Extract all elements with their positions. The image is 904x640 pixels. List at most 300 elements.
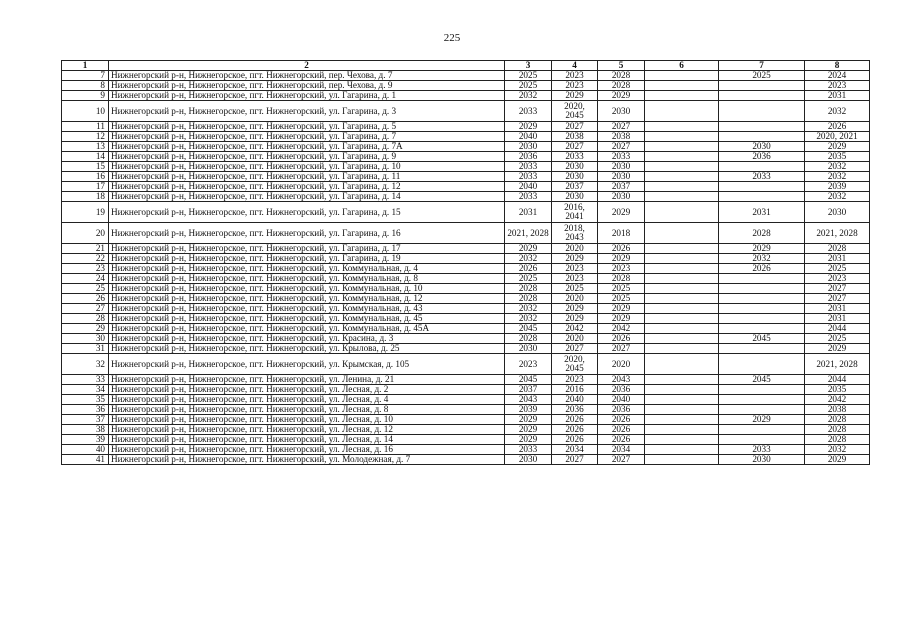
table-row <box>62 162 870 172</box>
col8-cell: 2031 <box>805 254 870 264</box>
col6-cell <box>645 445 719 455</box>
col7-cell <box>719 91 805 101</box>
col6-cell <box>645 334 719 344</box>
row-number: 38 <box>62 425 109 435</box>
address-cell: Нижнегорский р-н, Нижнегорское, пгт. Нижнегорский, ул. Крылова, д. 25 <box>109 344 505 354</box>
col8-cell: 2032 <box>805 101 870 122</box>
col6-cell <box>645 244 719 254</box>
col7-cell <box>719 435 805 445</box>
col6-cell <box>645 192 719 202</box>
row-number: 28 <box>62 314 109 324</box>
page-number: 225 <box>443 32 461 44</box>
col5-cell: 2029 <box>598 314 645 324</box>
row-number: 7 <box>62 71 109 81</box>
col4-cell: 2026 <box>552 435 598 445</box>
col3-cell: 2030 <box>505 344 552 354</box>
col8-cell: 2029 <box>805 142 870 152</box>
col7-cell: 2028 <box>719 223 805 244</box>
table-row <box>62 182 870 192</box>
col8-cell: 2029 <box>805 455 870 465</box>
col6-cell <box>645 324 719 334</box>
col7-cell <box>719 294 805 304</box>
address-cell: Нижнегорский р-н, Нижнегорское, пгт. Нижнегорский, ул. Коммунальная, д. 43 <box>109 304 505 314</box>
row-number: 11 <box>62 122 109 132</box>
col3-cell: 2025 <box>505 71 552 81</box>
col6-cell <box>645 405 719 415</box>
address-cell: Нижнегорский р-н, Нижнегорское, пгт. Нижнегорский, ул. Лесная, д. 14 <box>109 435 505 445</box>
col5-cell: 2040 <box>598 395 645 405</box>
col8-cell: 2021, 2028 <box>805 223 870 244</box>
address-cell: Нижнегорский р-н, Нижнегорское, пгт. Нижнегорский, ул. Гагарина, д. 17 <box>109 244 505 254</box>
col7-cell <box>719 405 805 415</box>
col8-cell: 2031 <box>805 314 870 324</box>
address-cell: Нижнегорский р-н, Нижнегорское, пгт. Нижнегорский, ул. Гагарина, д. 12 <box>109 182 505 192</box>
table-row <box>62 71 870 81</box>
address-cell: Нижнегорский р-н, Нижнегорское, пгт. Нижнегорский, ул. Гагарина, д. 7 <box>109 132 505 142</box>
col6-cell <box>645 294 719 304</box>
col3-cell: 2039 <box>505 405 552 415</box>
col6-cell <box>645 304 719 314</box>
col4-cell: 2027 <box>552 122 598 132</box>
table-row <box>62 264 870 274</box>
col3-cell: 2033 <box>505 192 552 202</box>
col4-cell: 2016, 2041 <box>552 202 598 223</box>
col8-cell: 2039 <box>805 182 870 192</box>
col4-cell: 2027 <box>552 455 598 465</box>
col5-cell: 2026 <box>598 425 645 435</box>
col4-cell: 2020 <box>552 294 598 304</box>
row-number: 24 <box>62 274 109 284</box>
address-cell: Нижнегорский р-н, Нижнегорское, пгт. Нижнегорский, ул. Коммунальная, д. 45А <box>109 324 505 334</box>
col8-cell: 2025 <box>805 334 870 344</box>
col6-cell <box>645 132 719 142</box>
address-cell: Нижнегорский р-н, Нижнегорское, пгт. Нижнегорский, ул. Гагарина, д. 3 <box>109 101 505 122</box>
col7-cell <box>719 274 805 284</box>
table-row <box>62 192 870 202</box>
address-cell: Нижнегорский р-н, Нижнегорское, пгт. Нижнегорский, ул. Молодежная, д. 7 <box>109 455 505 465</box>
col5-cell: 2034 <box>598 445 645 455</box>
col8-cell: 2044 <box>805 375 870 385</box>
address-cell: Нижнегорский р-н, Нижнегорское, пгт. Нижнегорский, пер. Чехова, д. 9 <box>109 81 505 91</box>
col7-cell <box>719 162 805 172</box>
col7-cell: 2031 <box>719 202 805 223</box>
address-cell: Нижнегорский р-н, Нижнегорское, пгт. Нижнегорский, ул. Коммунальная, д. 45 <box>109 314 505 324</box>
col7-cell: 2025 <box>719 71 805 81</box>
address-cell: Нижнегорский р-н, Нижнегорское, пгт. Нижнегорский, ул. Гагарина, д. 15 <box>109 202 505 223</box>
row-number: 15 <box>62 162 109 172</box>
col5-cell: 2036 <box>598 385 645 395</box>
col6-cell <box>645 91 719 101</box>
col6-cell <box>645 395 719 405</box>
col6-cell <box>645 435 719 445</box>
col5-cell: 2027 <box>598 344 645 354</box>
col5-cell: 2026 <box>598 244 645 254</box>
col5-cell: 2026 <box>598 435 645 445</box>
col8-cell: 2028 <box>805 425 870 435</box>
col4-cell: 2033 <box>552 152 598 162</box>
table-row <box>62 81 870 91</box>
col7-cell <box>719 344 805 354</box>
header-row <box>62 61 870 71</box>
col7-cell: 2030 <box>719 455 805 465</box>
address-cell: Нижнегорский р-н, Нижнегорское, пгт. Нижнегорский, ул. Гагарина, д. 16 <box>109 223 505 244</box>
row-number: 22 <box>62 254 109 264</box>
row-number: 18 <box>62 192 109 202</box>
col6-cell <box>645 354 719 375</box>
col3-cell: 2032 <box>505 314 552 324</box>
table-row <box>62 244 870 254</box>
col4-cell: 2020 <box>552 244 598 254</box>
row-number: 41 <box>62 455 109 465</box>
col4-cell: 2026 <box>552 415 598 425</box>
col4-cell: 2029 <box>552 314 598 324</box>
row-number: 21 <box>62 244 109 254</box>
col6-cell <box>645 101 719 122</box>
col7-cell: 2026 <box>719 264 805 274</box>
col8-cell: 2030 <box>805 202 870 223</box>
schedule-table <box>61 60 870 465</box>
address-cell: Нижнегорский р-н, Нижнегорское, пгт. Нижнегорский, ул. Гагарина, д. 9 <box>109 152 505 162</box>
address-cell: Нижнегорский р-н, Нижнегорское, пгт. Нижнегорский, ул. Гагарина, д. 14 <box>109 192 505 202</box>
col3-cell: 2021, 2028 <box>505 223 552 244</box>
col7-cell: 2030 <box>719 142 805 152</box>
col3-cell: 2033 <box>505 172 552 182</box>
col5-cell: 2030 <box>598 101 645 122</box>
col5-cell: 2038 <box>598 132 645 142</box>
col4-cell: 2040 <box>552 395 598 405</box>
table-row <box>62 223 870 244</box>
row-number: 8 <box>62 81 109 91</box>
col8-cell: 2042 <box>805 395 870 405</box>
col7-cell <box>719 354 805 375</box>
col8-cell: 2023 <box>805 274 870 284</box>
table-row <box>62 274 870 284</box>
col7-cell <box>719 385 805 395</box>
address-cell: Нижнегорский р-н, Нижнегорское, пгт. Нижнегорский, ул. Ленина, д. 21 <box>109 375 505 385</box>
col5-cell: 2025 <box>598 284 645 294</box>
address-cell: Нижнегорский р-н, Нижнегорское, пгт. Нижнегорский, ул. Гагарина, д. 19 <box>109 254 505 264</box>
row-number: 34 <box>62 385 109 395</box>
table-row <box>62 354 870 375</box>
col6-cell <box>645 223 719 244</box>
row-number: 26 <box>62 294 109 304</box>
address-cell: Нижнегорский р-н, Нижнегорское, пгт. Нижнегорский, ул. Коммунальная, д. 10 <box>109 284 505 294</box>
table-row <box>62 314 870 324</box>
col3-cell: 2025 <box>505 274 552 284</box>
col8-cell: 2023 <box>805 81 870 91</box>
table-row <box>62 324 870 334</box>
col6-cell <box>645 152 719 162</box>
col6-cell <box>645 385 719 395</box>
col8-cell: 2028 <box>805 435 870 445</box>
table-row <box>62 132 870 142</box>
col5-cell: 2026 <box>598 334 645 344</box>
row-number: 19 <box>62 202 109 223</box>
col7-cell <box>719 324 805 334</box>
col7-cell: 2029 <box>719 415 805 425</box>
col7-cell: 2033 <box>719 445 805 455</box>
col3-cell: 2030 <box>505 455 552 465</box>
col7-cell <box>719 192 805 202</box>
col3-cell: 2033 <box>505 101 552 122</box>
col5-cell: 2029 <box>598 304 645 314</box>
col3-cell: 2033 <box>505 162 552 172</box>
address-cell: Нижнегорский р-н, Нижнегорское, пгт. Нижнегорский, ул. Лесная, д. 10 <box>109 415 505 425</box>
table-row <box>62 344 870 354</box>
col5-cell: 2020 <box>598 354 645 375</box>
table-row <box>62 101 870 122</box>
row-number: 37 <box>62 415 109 425</box>
col4-cell: 2025 <box>552 284 598 294</box>
col3-cell: 2032 <box>505 254 552 264</box>
col6-cell <box>645 284 719 294</box>
col5-cell: 2025 <box>598 294 645 304</box>
col5-cell: 2027 <box>598 142 645 152</box>
col7-cell <box>719 132 805 142</box>
col6-cell <box>645 425 719 435</box>
col7-cell: 2032 <box>719 254 805 264</box>
col4-cell: 2042 <box>552 324 598 334</box>
col6-cell <box>645 162 719 172</box>
col4-cell: 2038 <box>552 132 598 142</box>
col5-cell: 2027 <box>598 455 645 465</box>
col7-cell <box>719 81 805 91</box>
table-row <box>62 122 870 132</box>
col3-cell: 2026 <box>505 264 552 274</box>
col6-cell <box>645 142 719 152</box>
column-header: 5 <box>598 61 645 71</box>
col8-cell: 2032 <box>805 162 870 172</box>
table-row <box>62 284 870 294</box>
table-row <box>62 294 870 304</box>
col5-cell: 2037 <box>598 182 645 192</box>
col4-cell: 2029 <box>552 91 598 101</box>
col3-cell: 2029 <box>505 425 552 435</box>
col5-cell: 2028 <box>598 81 645 91</box>
col5-cell: 2033 <box>598 152 645 162</box>
row-number: 36 <box>62 405 109 415</box>
table-row <box>62 254 870 264</box>
table-row <box>62 202 870 223</box>
col5-cell: 2023 <box>598 264 645 274</box>
row-number: 39 <box>62 435 109 445</box>
col3-cell: 2032 <box>505 91 552 101</box>
col4-cell: 2030 <box>552 192 598 202</box>
col3-cell: 2040 <box>505 132 552 142</box>
address-cell: Нижнегорский р-н, Нижнегорское, пгт. Нижнегорский, ул. Лесная, д. 8 <box>109 405 505 415</box>
col3-cell: 2029 <box>505 415 552 425</box>
col3-cell: 2031 <box>505 202 552 223</box>
col5-cell: 2042 <box>598 324 645 334</box>
table-row <box>62 334 870 344</box>
col8-cell: 2031 <box>805 91 870 101</box>
address-cell: Нижнегорский р-н, Нижнегорское, пгт. Нижнегорский, ул. Лесная, д. 4 <box>109 395 505 405</box>
col5-cell: 2029 <box>598 202 645 223</box>
row-number: 32 <box>62 354 109 375</box>
col8-cell: 2028 <box>805 415 870 425</box>
col8-cell: 2032 <box>805 192 870 202</box>
address-cell: Нижнегорский р-н, Нижнегорское, пгт. Нижнегорский, ул. Гагарина, д. 1 <box>109 91 505 101</box>
table-row <box>62 435 870 445</box>
col8-cell: 2021, 2028 <box>805 354 870 375</box>
col8-cell: 2031 <box>805 304 870 314</box>
col3-cell: 2045 <box>505 375 552 385</box>
col4-cell: 2016 <box>552 385 598 395</box>
col4-cell: 2034 <box>552 445 598 455</box>
col6-cell <box>645 375 719 385</box>
table-row <box>62 152 870 162</box>
column-header: 6 <box>645 61 719 71</box>
col3-cell: 2028 <box>505 334 552 344</box>
col6-cell <box>645 182 719 192</box>
col4-cell: 2029 <box>552 304 598 314</box>
column-header: 8 <box>805 61 870 71</box>
row-number: 35 <box>62 395 109 405</box>
col5-cell: 2029 <box>598 91 645 101</box>
row-number: 16 <box>62 172 109 182</box>
row-number: 30 <box>62 334 109 344</box>
row-number: 13 <box>62 142 109 152</box>
table-row <box>62 385 870 395</box>
col6-cell <box>645 172 719 182</box>
address-cell: Нижнегорский р-н, Нижнегорское, пгт. Нижнегорский, ул. Гагарина, д. 11 <box>109 172 505 182</box>
table-row <box>62 405 870 415</box>
col5-cell: 2027 <box>598 122 645 132</box>
col4-cell: 2036 <box>552 405 598 415</box>
table-row <box>62 172 870 182</box>
col4-cell: 2026 <box>552 425 598 435</box>
col7-cell <box>719 304 805 314</box>
col4-cell: 2020, 2045 <box>552 101 598 122</box>
row-number: 17 <box>62 182 109 192</box>
col7-cell <box>719 182 805 192</box>
col4-cell: 2023 <box>552 264 598 274</box>
row-number: 9 <box>62 91 109 101</box>
col7-cell: 2033 <box>719 172 805 182</box>
row-number: 10 <box>62 101 109 122</box>
col3-cell: 2025 <box>505 81 552 91</box>
col8-cell: 2025 <box>805 264 870 274</box>
row-number: 14 <box>62 152 109 162</box>
col4-cell: 2020 <box>552 334 598 344</box>
table-row <box>62 445 870 455</box>
col7-cell <box>719 314 805 324</box>
table-row <box>62 375 870 385</box>
table-row <box>62 415 870 425</box>
col7-cell: 2045 <box>719 375 805 385</box>
col4-cell: 2030 <box>552 162 598 172</box>
col3-cell: 2033 <box>505 445 552 455</box>
col3-cell: 2029 <box>505 244 552 254</box>
row-number: 25 <box>62 284 109 294</box>
col5-cell: 2018 <box>598 223 645 244</box>
column-header: 2 <box>109 61 505 71</box>
col5-cell: 2028 <box>598 71 645 81</box>
col4-cell: 2027 <box>552 344 598 354</box>
col7-cell <box>719 284 805 294</box>
col3-cell: 2036 <box>505 152 552 162</box>
row-number: 20 <box>62 223 109 244</box>
col3-cell: 2030 <box>505 142 552 152</box>
col6-cell <box>645 314 719 324</box>
col3-cell: 2023 <box>505 354 552 375</box>
col8-cell: 2028 <box>805 244 870 254</box>
row-number: 31 <box>62 344 109 354</box>
address-cell: Нижнегорский р-н, Нижнегорское, пгт. Нижнегорский, пер. Чехова, д. 7 <box>109 71 505 81</box>
col7-cell <box>719 425 805 435</box>
col8-cell: 2027 <box>805 284 870 294</box>
address-cell: Нижнегорский р-н, Нижнегорское, пгт. Нижнегорский, ул. Лесная, д. 12 <box>109 425 505 435</box>
col3-cell: 2029 <box>505 435 552 445</box>
col3-cell: 2028 <box>505 284 552 294</box>
col5-cell: 2043 <box>598 375 645 385</box>
col8-cell: 2026 <box>805 122 870 132</box>
col4-cell: 2023 <box>552 71 598 81</box>
col7-cell <box>719 122 805 132</box>
col4-cell: 2037 <box>552 182 598 192</box>
col7-cell <box>719 101 805 122</box>
col8-cell: 2020, 2021 <box>805 132 870 142</box>
address-cell: Нижнегорский р-н, Нижнегорское, пгт. Нижнегорский, ул. Гагарина, д. 10 <box>109 162 505 172</box>
col5-cell: 2030 <box>598 172 645 182</box>
row-number: 33 <box>62 375 109 385</box>
address-cell: Нижнегорский р-н, Нижнегорское, пгт. Нижнегорский, ул. Коммунальная, д. 8 <box>109 274 505 284</box>
col5-cell: 2036 <box>598 405 645 415</box>
col6-cell <box>645 81 719 91</box>
row-number: 29 <box>62 324 109 334</box>
col6-cell <box>645 274 719 284</box>
table-row <box>62 91 870 101</box>
col6-cell <box>645 455 719 465</box>
col3-cell: 2037 <box>505 385 552 395</box>
col6-cell <box>645 344 719 354</box>
row-number: 27 <box>62 304 109 314</box>
address-cell: Нижнегорский р-н, Нижнегорское, пгт. Нижнегорский, ул. Коммунальная, д. 4 <box>109 264 505 274</box>
col5-cell: 2029 <box>598 254 645 264</box>
address-cell: Нижнегорский р-н, Нижнегорское, пгт. Нижнегорский, ул. Гагарина, д. 5 <box>109 122 505 132</box>
address-cell: Нижнегорский р-н, Нижнегорское, пгт. Нижнегорский, ул. Коммунальная, д. 12 <box>109 294 505 304</box>
col3-cell: 2028 <box>505 294 552 304</box>
col4-cell: 2029 <box>552 254 598 264</box>
col8-cell: 2032 <box>805 445 870 455</box>
col5-cell: 2026 <box>598 415 645 425</box>
row-number: 12 <box>62 132 109 142</box>
col4-cell: 2018, 2043 <box>552 223 598 244</box>
column-header: 7 <box>719 61 805 71</box>
col6-cell <box>645 415 719 425</box>
col8-cell: 2027 <box>805 294 870 304</box>
col8-cell: 2029 <box>805 344 870 354</box>
address-cell: Нижнегорский р-н, Нижнегорское, пгт. Нижнегорский, ул. Красина, д. 3 <box>109 334 505 344</box>
address-cell: Нижнегорский р-н, Нижнегорское, пгт. Нижнегорский, ул. Лесная, д. 16 <box>109 445 505 455</box>
address-cell: Нижнегорский р-н, Нижнегорское, пгт. Нижнегорский, ул. Крымская, д. 105 <box>109 354 505 375</box>
table-row <box>62 395 870 405</box>
col4-cell: 2027 <box>552 142 598 152</box>
col3-cell: 2045 <box>505 324 552 334</box>
col8-cell: 2035 <box>805 152 870 162</box>
col7-cell: 2029 <box>719 244 805 254</box>
col3-cell: 2029 <box>505 122 552 132</box>
col4-cell: 2023 <box>552 81 598 91</box>
address-cell: Нижнегорский р-н, Нижнегорское, пгт. Нижнегорский, ул. Гагарина, д. 7А <box>109 142 505 152</box>
table-row <box>62 455 870 465</box>
col3-cell: 2043 <box>505 395 552 405</box>
col4-cell: 2020, 2045 <box>552 354 598 375</box>
row-number: 23 <box>62 264 109 274</box>
col7-cell <box>719 395 805 405</box>
column-header: 1 <box>62 61 109 71</box>
col5-cell: 2030 <box>598 192 645 202</box>
